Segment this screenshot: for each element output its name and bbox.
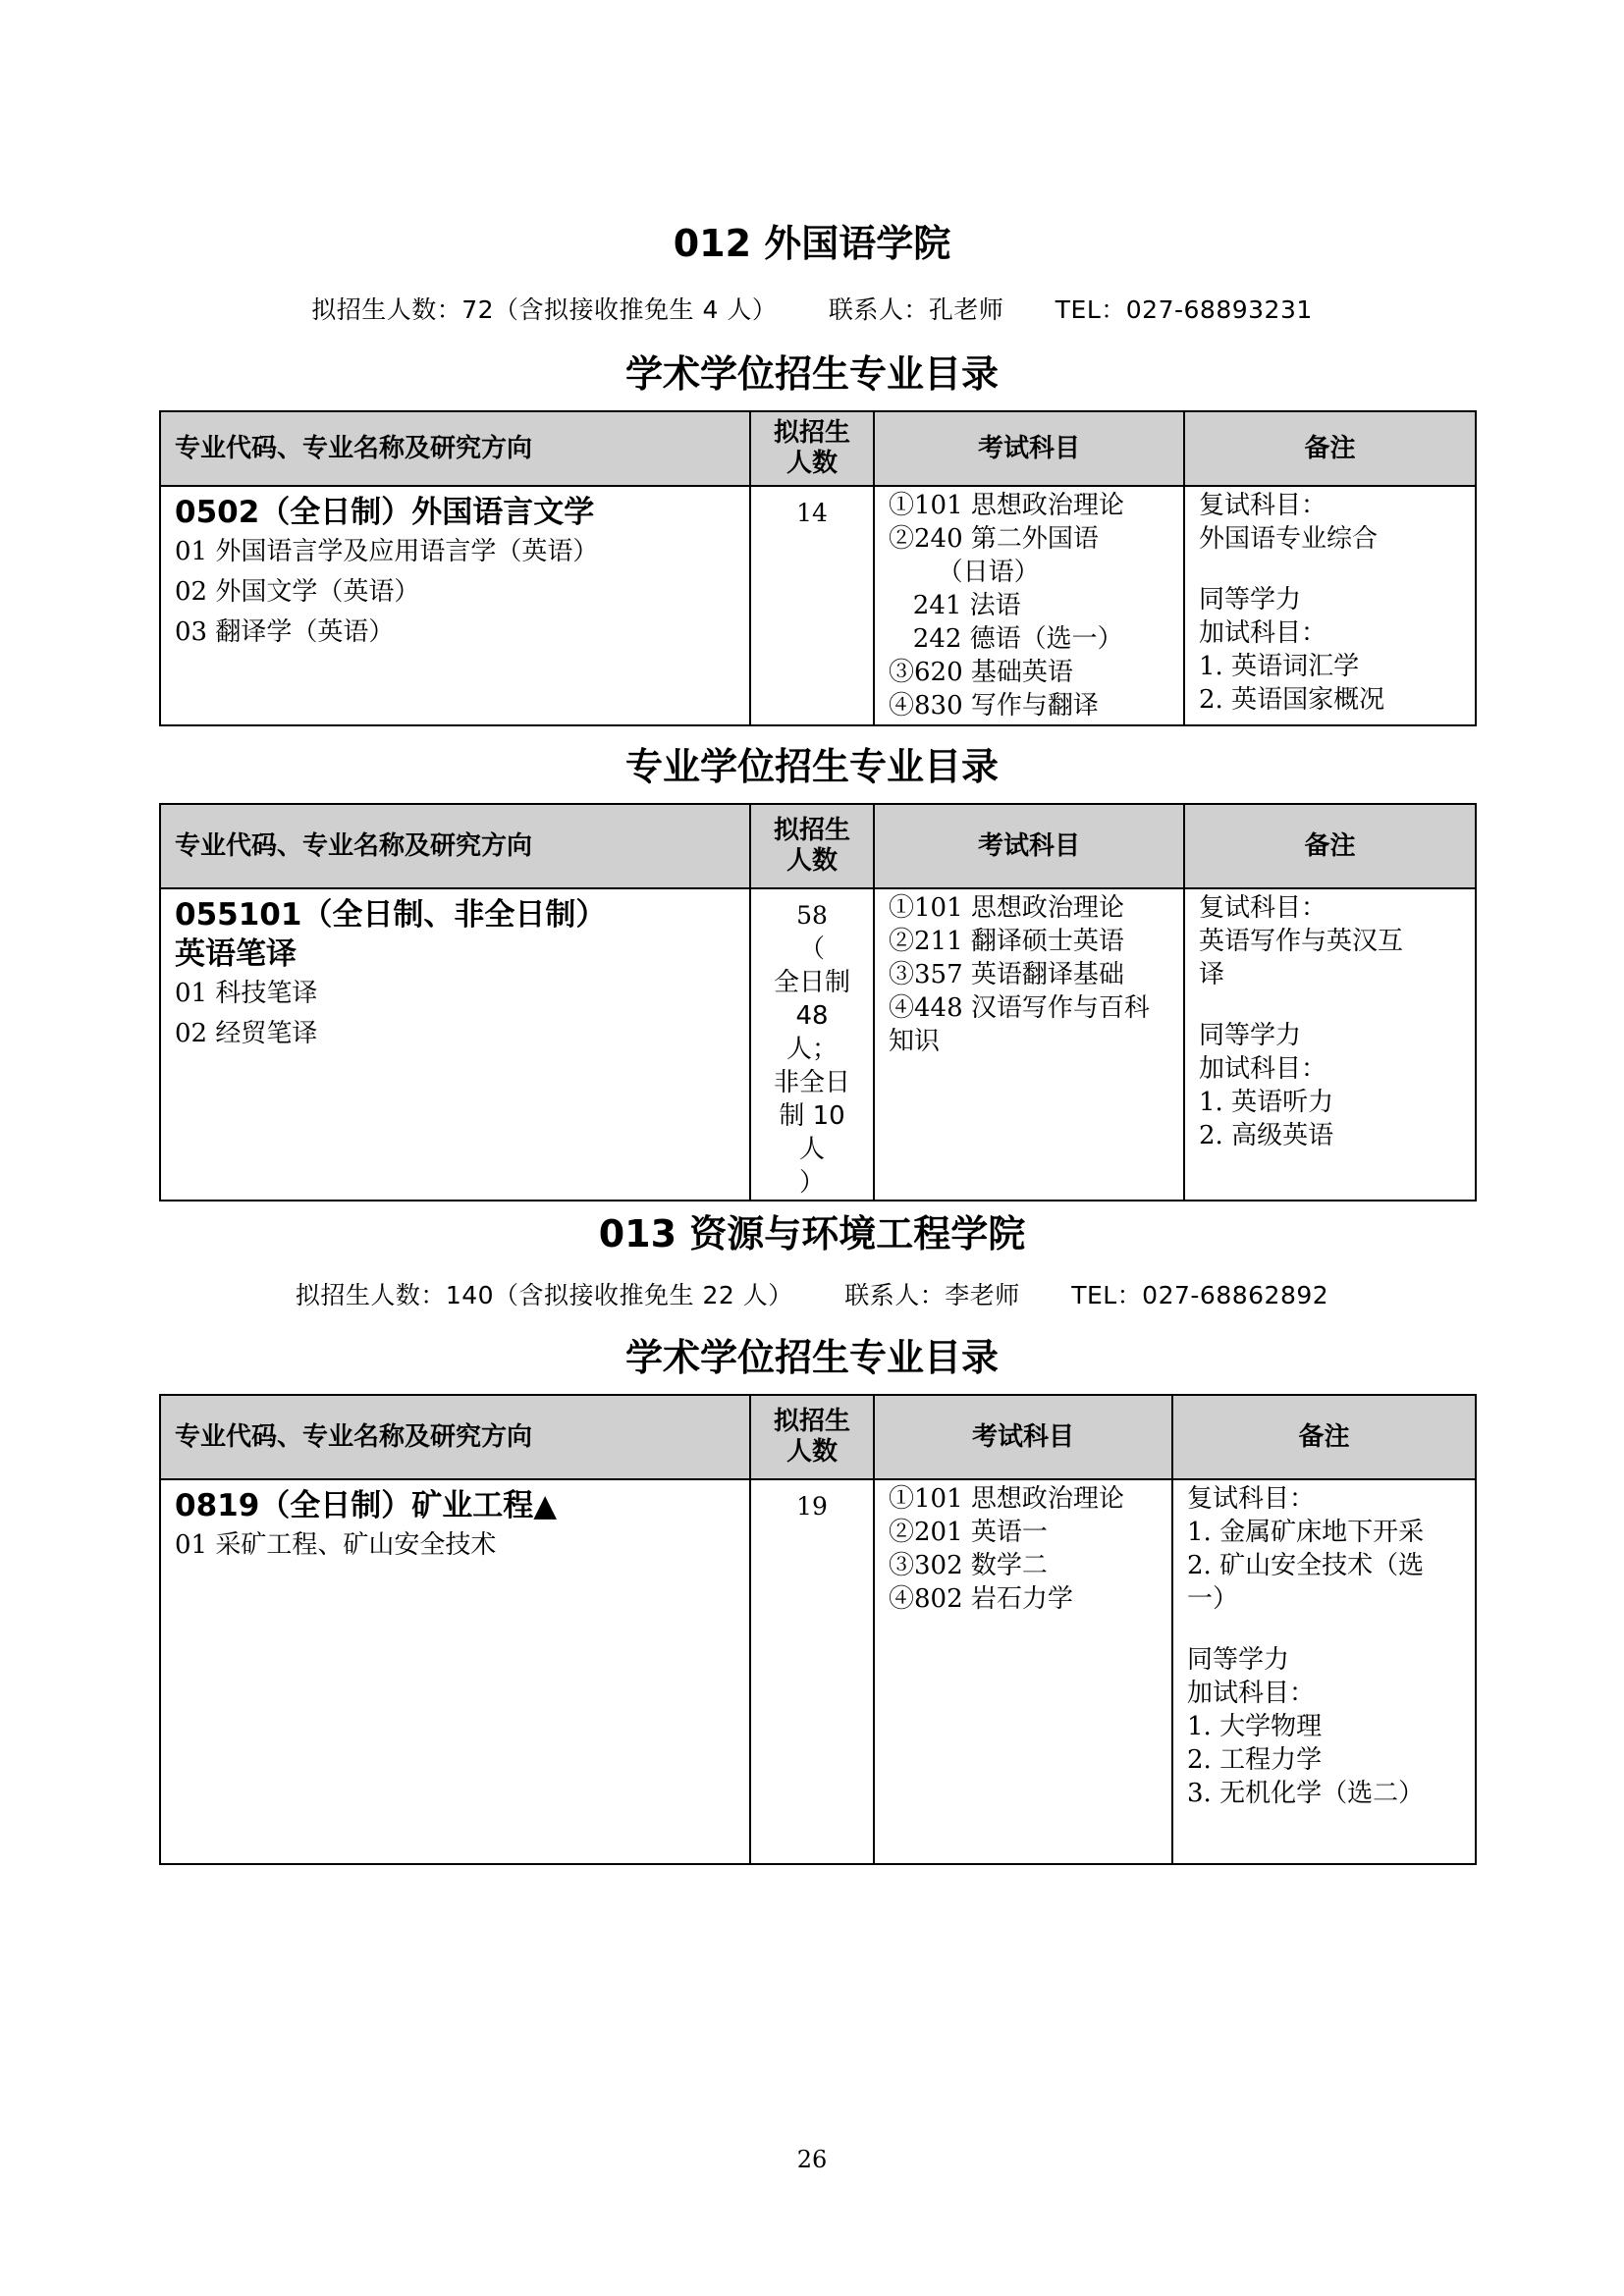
header-quota-line: 拟招生 xyxy=(773,418,850,448)
remark-line: 加试科目： xyxy=(1187,1679,1316,1708)
enrollment-quota: 拟招生人数：72（含拟接收推免生 4 人） xyxy=(311,295,778,324)
quota-cell xyxy=(750,1479,874,1864)
remark-spacer xyxy=(1187,1616,1467,1643)
remark-cell xyxy=(1184,888,1476,1201)
header-quota xyxy=(750,804,874,888)
exam-cell xyxy=(874,486,1184,725)
contact-tel: TEL：027-68893231 xyxy=(1055,295,1313,324)
quota-note-line: ） xyxy=(798,1168,825,1198)
header-major: 专业代码、专业名称及研究方向 xyxy=(160,411,750,486)
major-cell xyxy=(160,486,750,725)
quota-note-line: （ xyxy=(798,934,825,964)
quota-note-line: 制 10 xyxy=(779,1101,845,1131)
exam-item: 242 德语（选一） xyxy=(889,624,1123,654)
header-exam: 考试科目 xyxy=(874,1395,1172,1479)
header-quota-line: 人数 xyxy=(785,846,838,876)
exam-item: ①101 思想政治理论 xyxy=(889,1484,1124,1514)
header-quota-line: 拟招生 xyxy=(773,1407,850,1436)
remark-line: 同等学力 xyxy=(1199,585,1302,614)
exam-item: ③357 英语翻译基础 xyxy=(889,960,1124,989)
section-title: 专业学位招生专业目录 xyxy=(624,745,999,788)
remark-line: 2. 英语国家概况 xyxy=(1199,685,1385,715)
catalog-table xyxy=(159,1394,1477,1865)
section-title: 学术学位招生专业目录 xyxy=(624,352,999,396)
exam-item: ④448 汉语写作与百科 xyxy=(889,993,1150,1023)
direction-item: 01 外国语言学及应用语言学（英语） xyxy=(175,537,599,566)
direction-item: 03 翻译学（英语） xyxy=(175,617,395,647)
table-row xyxy=(160,888,1476,1201)
exam-item: ①101 思想政治理论 xyxy=(889,491,1124,520)
page-number: 26 xyxy=(796,2146,828,2173)
remark-line: 加试科目： xyxy=(1199,1054,1327,1084)
quota-value: 19 xyxy=(796,1492,828,1521)
quota-note-line: 非全日 xyxy=(773,1068,850,1097)
exam-item: （日语） xyxy=(889,558,1040,587)
exam-item: ④802 岩石力学 xyxy=(889,1584,1073,1614)
remark-line: 一） xyxy=(1187,1584,1239,1614)
remark-cell xyxy=(1172,1479,1476,1864)
remark-line: 2. 高级英语 xyxy=(1199,1121,1334,1150)
exam-item: 知识 xyxy=(889,1027,941,1056)
remark-line: 译 xyxy=(1199,960,1225,989)
header-remark: 备注 xyxy=(1172,1395,1476,1479)
header-quota xyxy=(750,1395,874,1479)
header-quota-line: 拟招生 xyxy=(773,816,850,845)
dept-title: 013 资源与环境工程学院 xyxy=(598,1212,1026,1255)
exam-item: ②201 英语一 xyxy=(889,1518,1048,1547)
remark-line: 外国语专业综合 xyxy=(1199,524,1379,554)
quota-note-line: 全日制 xyxy=(773,968,850,997)
remark-line: 同等学力 xyxy=(1187,1645,1290,1675)
header-remark: 备注 xyxy=(1184,804,1476,888)
direction-item: 01 科技笔译 xyxy=(175,979,318,1008)
remark-line: 复试科目： xyxy=(1199,491,1327,520)
exam-cell xyxy=(874,1479,1172,1864)
quota-value: 14 xyxy=(796,499,828,527)
remark-line: 1. 金属矿床地下开采 xyxy=(1187,1518,1425,1547)
remark-line: 3. 无机化学（选二） xyxy=(1187,1779,1425,1808)
dept-title: 012 外国语学院 xyxy=(673,222,951,265)
dept-contact-line xyxy=(0,1276,1624,1311)
section-title: 学术学位招生专业目录 xyxy=(624,1336,999,1379)
exam-item: ④830 写作与翻译 xyxy=(889,691,1099,721)
remark-line: 复试科目： xyxy=(1187,1484,1316,1514)
exam-item: ②240 第二外国语 xyxy=(889,524,1099,554)
header-exam: 考试科目 xyxy=(874,804,1184,888)
remark-line: 加试科目： xyxy=(1199,618,1327,648)
exam-item: ③302 数学二 xyxy=(889,1551,1048,1580)
contact-person: 联系人：孔老师 xyxy=(828,295,1004,324)
remark-line: 复试科目： xyxy=(1199,893,1327,923)
exam-item: 241 法语 xyxy=(889,591,1021,620)
exam-item: ②211 翻译硕士英语 xyxy=(889,927,1124,956)
quota-value: 58 xyxy=(796,901,828,930)
catalog-table xyxy=(159,410,1477,726)
header-quota-line: 人数 xyxy=(785,1437,838,1467)
remark-line: 1. 英语听力 xyxy=(1199,1088,1334,1117)
table-row xyxy=(160,1479,1476,1864)
quota-note xyxy=(751,933,873,1200)
exam-cell xyxy=(874,888,1184,1201)
remark-line: 2. 工程力学 xyxy=(1187,1745,1323,1775)
major-title: 0819（全日制）矿业工程▲ xyxy=(175,1488,558,1523)
remark-spacer xyxy=(1199,556,1467,583)
remark-line: 1. 英语词汇学 xyxy=(1199,652,1360,681)
exam-item: ①101 思想政治理论 xyxy=(889,893,1124,923)
table-row xyxy=(160,486,1476,725)
enrollment-quota: 拟招生人数：140（含拟接收推免生 22 人） xyxy=(295,1281,793,1309)
major-title: 英语笔译 xyxy=(175,936,297,972)
contact-person: 联系人：李老师 xyxy=(844,1281,1020,1309)
dept-contact-line xyxy=(0,291,1624,326)
remark-line: 英语写作与英汉互 xyxy=(1199,927,1404,956)
remark-spacer xyxy=(1199,991,1467,1019)
header-quota-line: 人数 xyxy=(785,449,838,478)
major-title: 055101（全日制、非全日制） xyxy=(175,897,607,933)
direction-item: 02 经贸笔译 xyxy=(175,1019,318,1048)
header-major: 专业代码、专业名称及研究方向 xyxy=(160,804,750,888)
header-quota xyxy=(750,411,874,486)
header-remark: 备注 xyxy=(1184,411,1476,486)
major-cell xyxy=(160,888,750,1201)
quota-cell xyxy=(750,888,874,1201)
contact-tel: TEL：027-68862892 xyxy=(1071,1281,1329,1309)
remark-line: 1. 大学物理 xyxy=(1187,1712,1323,1741)
exam-item: ③620 基础英语 xyxy=(889,658,1073,687)
major-cell xyxy=(160,1479,750,1864)
remark-line: 同等学力 xyxy=(1199,1021,1302,1050)
quota-note-line: 人 xyxy=(798,1135,825,1164)
remark-cell xyxy=(1184,486,1476,725)
table-header-row xyxy=(160,1395,1476,1479)
header-major: 专业代码、专业名称及研究方向 xyxy=(160,1395,750,1479)
major-title: 0502（全日制）外国语言文学 xyxy=(175,495,595,530)
direction-item: 02 外国文学（英语） xyxy=(175,577,420,607)
direction-item: 01 采矿工程、矿山安全技术 xyxy=(175,1530,497,1560)
table-header-row xyxy=(160,411,1476,486)
table-header-row xyxy=(160,804,1476,888)
header-exam: 考试科目 xyxy=(874,411,1184,486)
catalog-table xyxy=(159,803,1477,1201)
remark-line: 2. 矿山安全技术（选 xyxy=(1187,1551,1425,1580)
quota-note-line: 48 人； xyxy=(785,1001,838,1064)
quota-cell xyxy=(750,486,874,725)
